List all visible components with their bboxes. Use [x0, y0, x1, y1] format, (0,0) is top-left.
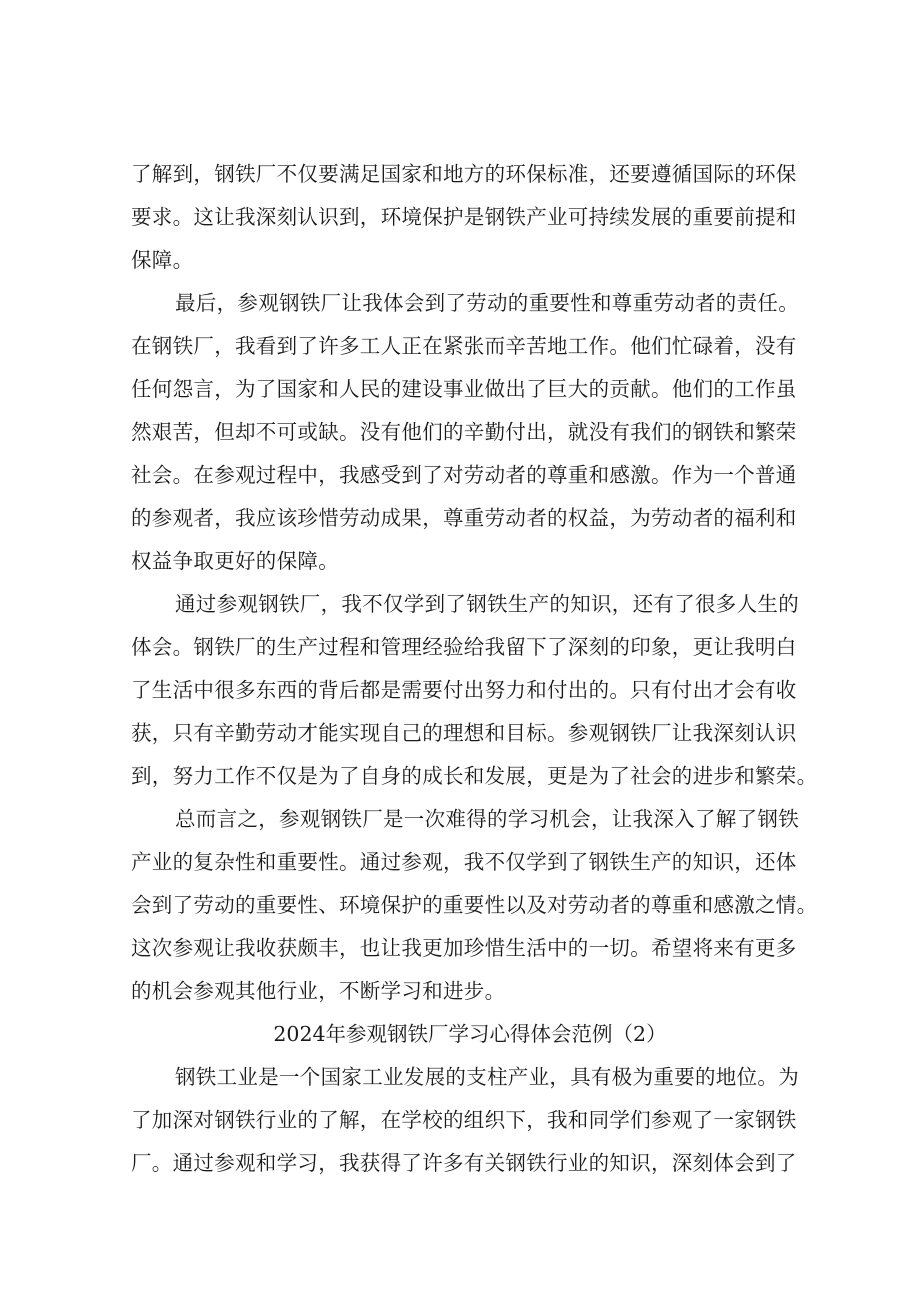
- text-line: 的机会参观其他行业，不断学习和进步。: [131, 979, 506, 1003]
- text-line: 保障。: [131, 248, 194, 272]
- text-line: 通过参观钢铁厂，我不仅学到了钢铁生产的知识，还有了很多人生的: [175, 592, 799, 616]
- paragraph: [131, 156, 797, 285]
- paragraph: [131, 285, 799, 586]
- text-line: 厂。通过参观和学习，我获得了许多有关钢铁行业的知识，深刻体会到了: [131, 1151, 797, 1175]
- text-line: 到，努力工作不仅是为了自身的成长和发展，更是为了社会的进步和繁荣。: [131, 764, 818, 788]
- text-line: 会到了劳动的重要性、环境保护的重要性以及对劳动者的尊重和感激之情。: [131, 893, 818, 917]
- paragraph: [131, 586, 818, 801]
- text-line: 最后，参观钢铁厂让我体会到了劳动的重要性和尊重劳动者的责任。: [175, 291, 799, 315]
- text-line: 体会。钢铁厂的生产过程和管理经验给我留下了深刻的印象，更让我明白: [131, 635, 797, 659]
- text-line: 获，只有辛勤劳动才能实现自己的理想和目标。参观钢铁厂让我深刻认识: [131, 721, 797, 745]
- paragraph: [131, 801, 818, 1016]
- text-line: 社会。在参观过程中，我感受到了对劳动者的尊重和感激。作为一个普通: [131, 463, 797, 487]
- text-line: 了加深对钢铁行业的了解，在学校的组织下，我和同学们参观了一家钢铁: [131, 1108, 797, 1132]
- text-line: 钢铁工业是一个国家工业发展的支柱产业，具有极为重要的地位。为: [175, 1065, 799, 1089]
- section-title: 2024年参观钢铁厂学习心得体会范例（2）: [273, 1022, 667, 1046]
- text-line: 任何怨言，为了国家和人民的建设事业做出了巨大的贡献。他们的工作虽: [131, 377, 797, 401]
- text-line: 权益争取更好的保障。: [131, 549, 339, 573]
- paragraph: [131, 1059, 799, 1188]
- text-line: 了解到，钢铁厂不仅要满足国家和地方的环保标准，还要遵循国际的环保: [131, 162, 797, 186]
- text-line: 了生活中很多东西的背后都是需要付出努力和付出的。只有付出才会有收: [131, 678, 797, 702]
- document-page: [131, 156, 818, 1188]
- text-line: 总而言之，参观钢铁厂是一次难得的学习机会，让我深入了解了钢铁: [175, 807, 799, 831]
- text-line: 的参观者，我应该珍惜劳动成果，尊重劳动者的权益，为劳动者的福利和: [131, 506, 797, 530]
- text-line: 然艰苦，但却不可或缺。没有他们的辛勤付出，就没有我们的钢铁和繁荣: [131, 420, 797, 444]
- text-line: 这次参观让我收获颇丰，也让我更加珍惜生活中的一切。希望将来有更多: [131, 936, 797, 960]
- text-line: 产业的复杂性和重要性。通过参观，我不仅学到了钢铁生产的知识，还体: [131, 850, 797, 874]
- text-line: 要求。这让我深刻认识到，环境保护是钢铁产业可持续发展的重要前提和: [131, 205, 797, 229]
- text-line: 在钢铁厂，我看到了许多工人正在紧张而辛苦地工作。他们忙碌着，没有: [131, 334, 797, 358]
